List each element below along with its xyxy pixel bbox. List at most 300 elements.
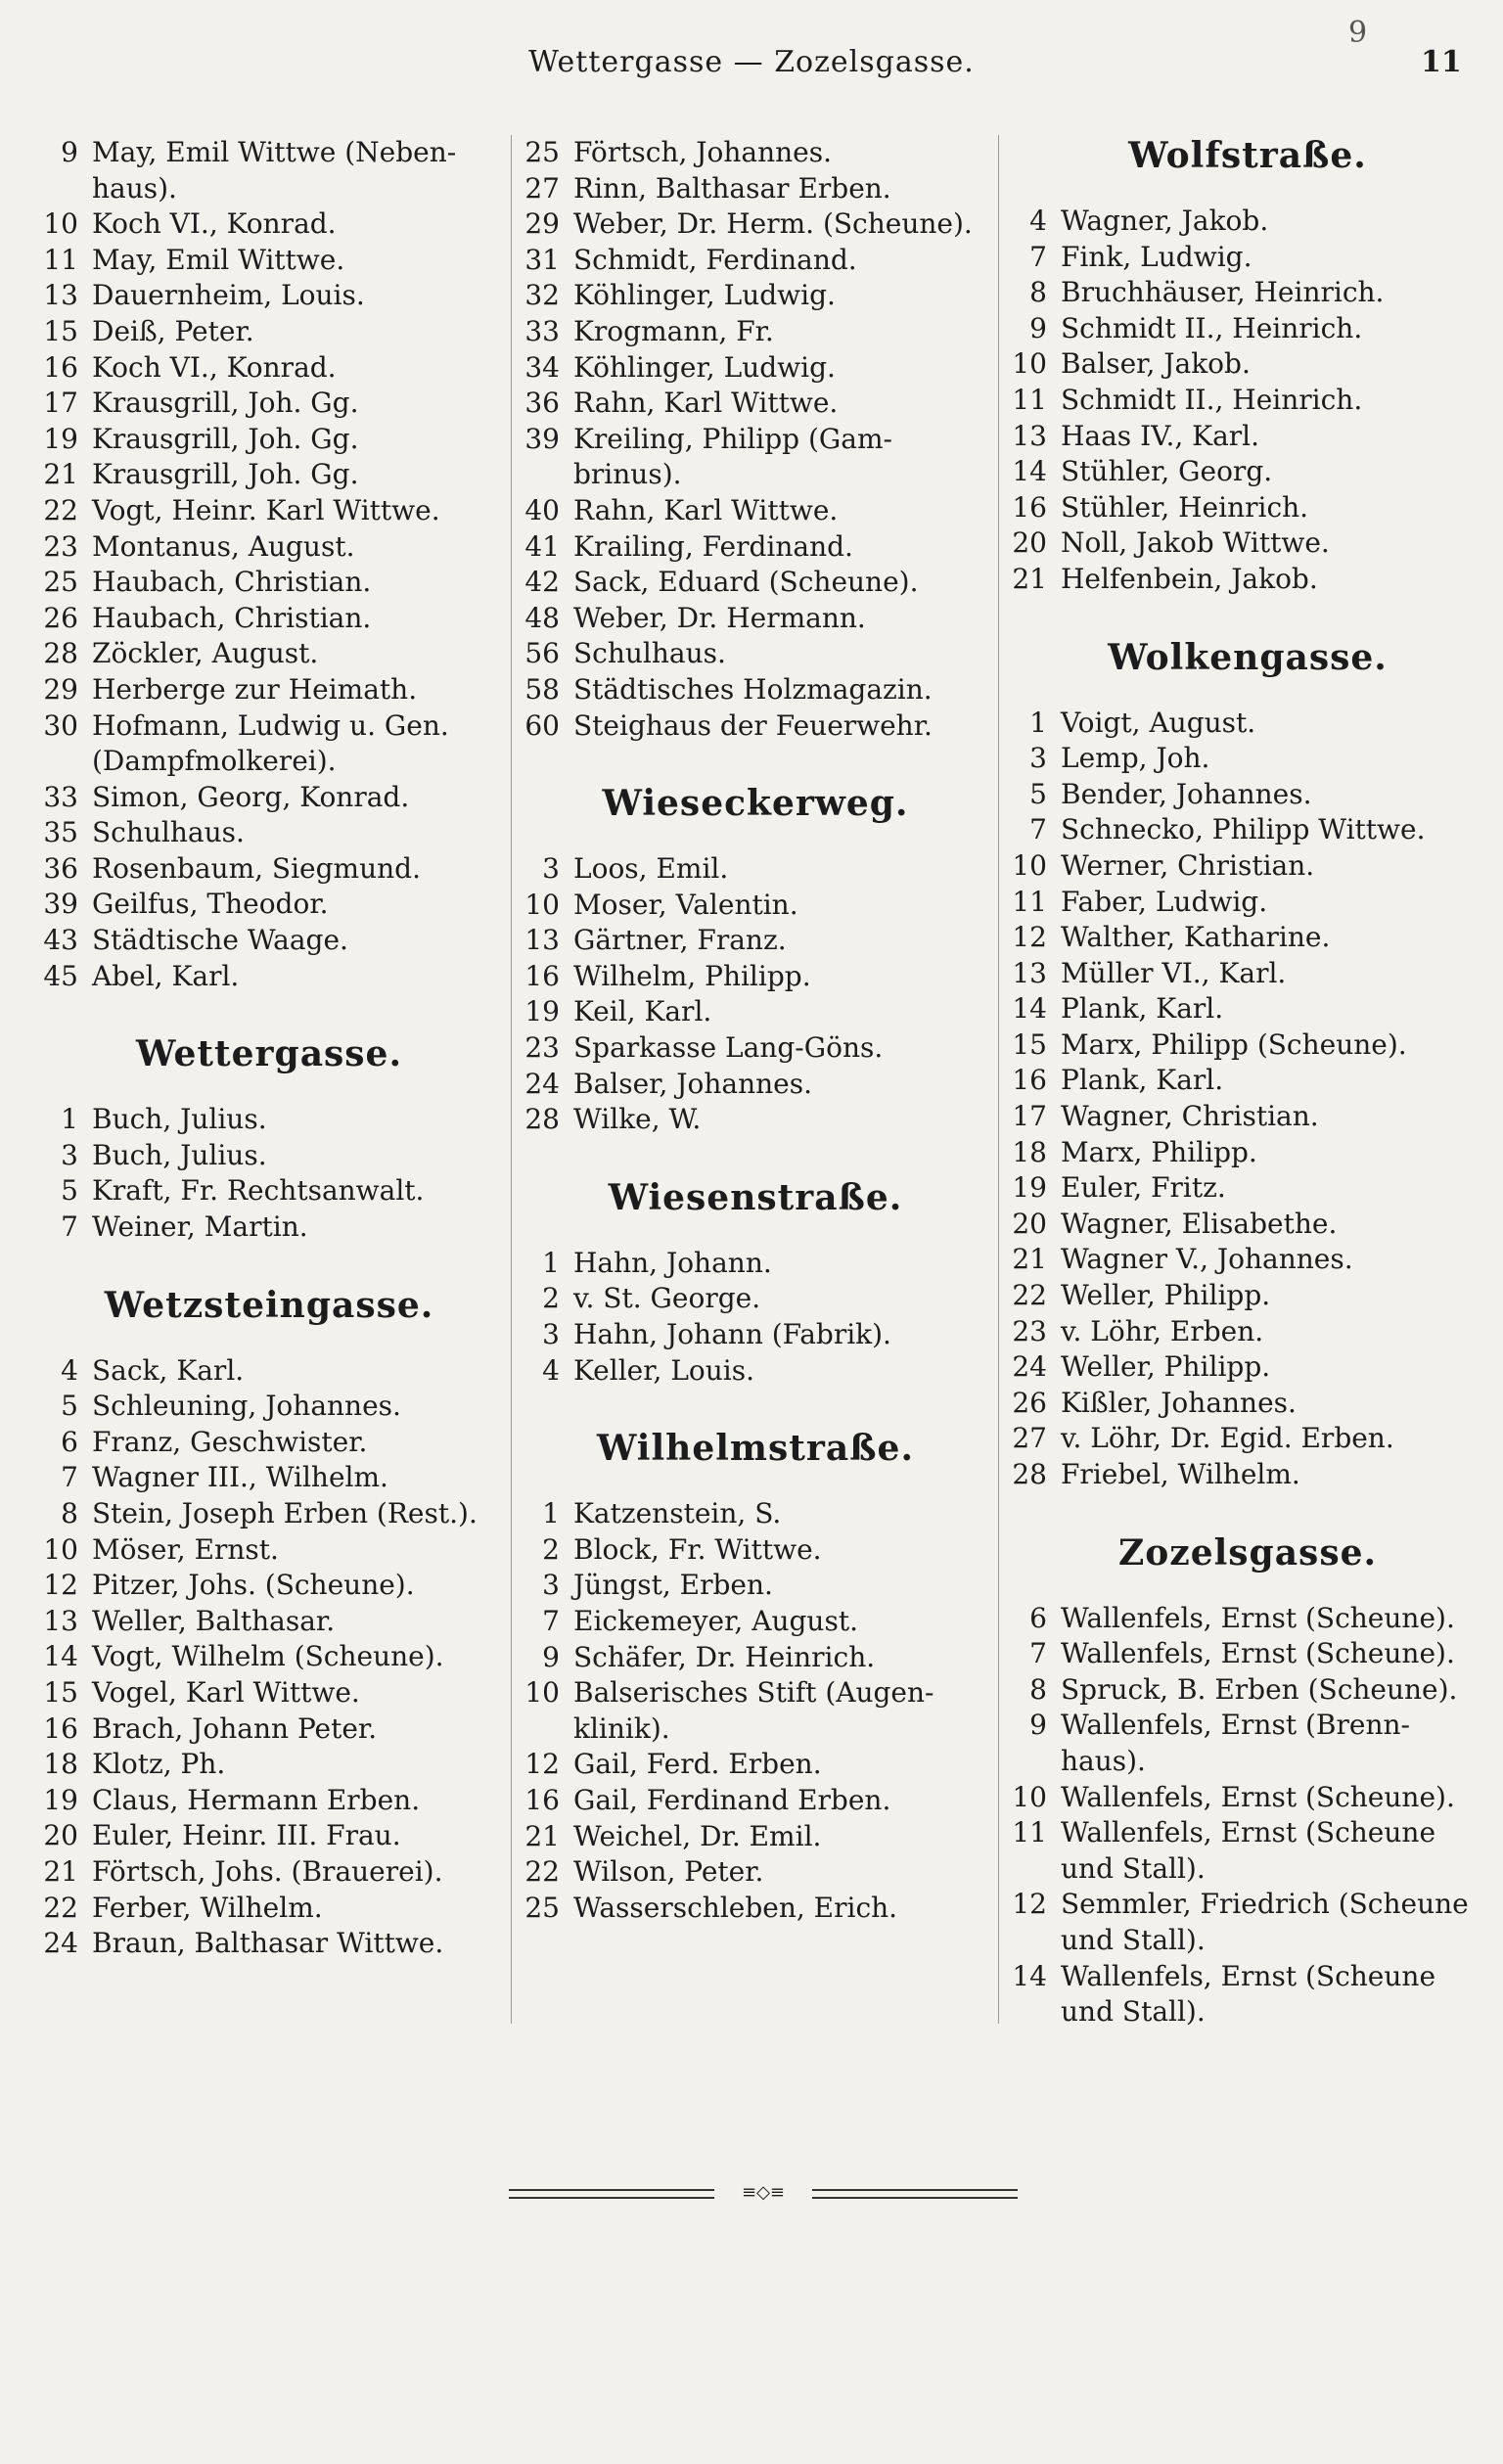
directory-entry (1008, 1135, 1487, 1171)
directory-entry (1008, 1242, 1487, 1278)
resident-name: Wallenfels, Ernst (Scheune und Stall). (1061, 1959, 1436, 2029)
directory-entry (521, 923, 990, 959)
directory-entry (1008, 1636, 1487, 1672)
street-section (1008, 1532, 1487, 2031)
resident-name: Vogel, Karl Wittwe. (92, 1675, 360, 1709)
resident-name: v. St. George. (573, 1282, 761, 1315)
resident-name: Block, Fr. Wittwe. (573, 1532, 822, 1566)
resident-name: Voigt, August. (1061, 706, 1256, 739)
resident-name: Werner, Christian. (1061, 848, 1315, 882)
resident-name: Semmler, Friedrich (Scheune und Stall). (1061, 1888, 1469, 1956)
directory-entry (521, 1891, 990, 1927)
house-number: 3 (542, 1569, 560, 1602)
house-number: 12 (43, 1569, 78, 1602)
house-number: 21 (524, 1819, 560, 1852)
house-number: 8 (1029, 1672, 1047, 1706)
house-number: 26 (1012, 1386, 1047, 1419)
resident-name: Noll, Jakob Wittwe. (1061, 526, 1330, 560)
directory-entry (39, 314, 499, 350)
directory-entry (521, 422, 990, 493)
house-number: 3 (61, 1138, 78, 1171)
house-number: 20 (1012, 526, 1047, 560)
house-number: 43 (43, 924, 78, 957)
directory-entry (39, 1891, 499, 1927)
directory-entry (39, 529, 499, 566)
resident-name: Städtisches Holzmagazin. (573, 672, 933, 706)
street-section (521, 1177, 990, 1389)
street-section (521, 135, 990, 744)
resident-name: Schmidt II., Heinrich. (1061, 311, 1363, 344)
house-number: 58 (524, 672, 560, 706)
house-number: 36 (43, 851, 78, 885)
directory-entry (521, 1246, 990, 1282)
house-number: 9 (1029, 1709, 1047, 1742)
resident-name: Schmidt, Ferdinand. (573, 243, 857, 276)
house-number: 36 (524, 387, 560, 420)
street-heading: Wolfstraße. (1128, 135, 1367, 176)
resident-name: Herberge zur Heimath. (92, 672, 418, 706)
resident-name: Wallenfels, Ernst (Scheune). (1061, 1637, 1455, 1670)
directory-entry (1008, 240, 1487, 276)
directory-entry (1008, 1207, 1487, 1243)
house-number: 20 (1012, 1207, 1047, 1240)
directory-entry (521, 851, 990, 888)
resident-name: Spruck, B. Erben (Scheune). (1061, 1672, 1458, 1706)
house-number: 39 (43, 888, 78, 921)
street-heading: Wolkengasse. (1108, 636, 1388, 678)
directory-entry (1008, 1959, 1487, 2031)
resident-name: Jüngst, Erben. (573, 1569, 773, 1602)
resident-name: Eickemeyer, August. (573, 1605, 858, 1637)
directory-entry (1008, 1601, 1487, 1637)
house-number: 28 (524, 1103, 560, 1136)
resident-name: Wilke, W. (573, 1103, 702, 1136)
column-divider (998, 135, 999, 2024)
house-number: 22 (1012, 1279, 1047, 1312)
directory-entry (521, 314, 990, 350)
directory-entry (39, 780, 499, 816)
house-number: 12 (524, 1748, 560, 1781)
street-section (1008, 637, 1487, 1493)
directory-entry (39, 708, 499, 780)
resident-name: Friebel, Wilhelm. (1061, 1458, 1300, 1490)
resident-name: Vogt, Heinr. Karl Wittwe. (92, 493, 440, 526)
directory-entry (39, 135, 499, 206)
directory-entry (521, 672, 990, 708)
house-number: 16 (1012, 490, 1047, 524)
house-number: 9 (1029, 311, 1047, 344)
resident-name: Abel, Karl. (92, 959, 240, 992)
directory-entry (1008, 562, 1487, 598)
directory-entry (39, 457, 499, 493)
house-number: 11 (1012, 1816, 1047, 1849)
directory-entry (521, 888, 990, 924)
house-number: 29 (524, 207, 560, 241)
directory-entry (521, 1496, 990, 1532)
resident-name: Rinn, Balthasar Erben. (573, 171, 891, 205)
street-heading: Wettergasse. (136, 1033, 402, 1075)
directory-entry (1008, 1349, 1487, 1386)
resident-name: May, Emil Wittwe (Neben-haus). (92, 136, 457, 205)
house-number: 3 (542, 1318, 560, 1351)
resident-name: Förtsch, Johannes. (573, 136, 832, 168)
house-number: 9 (542, 1640, 560, 1673)
directory-entry (39, 1138, 499, 1174)
resident-name: Rosenbaum, Siegmund. (92, 851, 421, 885)
directory-entry (521, 994, 990, 1030)
resident-name: Helfenbein, Jakob. (1061, 562, 1318, 595)
house-number: 32 (524, 279, 560, 312)
directory-entry (39, 923, 499, 959)
house-number: 2 (542, 1532, 560, 1566)
directory-entry (1008, 383, 1487, 419)
resident-name: v. Löhr, Erben. (1061, 1314, 1264, 1347)
resident-name: Schulhaus. (92, 816, 245, 849)
resident-name: Wilson, Peter. (573, 1855, 764, 1889)
house-number: 25 (43, 566, 78, 599)
house-number: 10 (43, 1532, 78, 1566)
house-number: 40 (524, 493, 560, 526)
directory-entry (39, 1926, 499, 1962)
resident-name: Haubach, Christian. (92, 566, 372, 599)
house-number: 5 (1029, 777, 1047, 810)
directory-entry (39, 672, 499, 708)
directory-entry (521, 529, 990, 566)
resident-name: Keil, Karl. (573, 995, 712, 1028)
directory-entry (39, 1425, 499, 1461)
street-section (39, 135, 499, 994)
resident-name: Gail, Ferd. Erben. (573, 1748, 822, 1781)
column-2 (521, 135, 990, 1926)
house-number: 28 (43, 637, 78, 670)
resident-name: Wallenfels, Ernst (Scheune). (1061, 1601, 1455, 1634)
directory-entry (39, 1675, 499, 1711)
resident-name: Braun, Balthasar Wittwe. (92, 1927, 444, 1960)
house-number: 3 (542, 852, 560, 886)
directory-entry (39, 1353, 499, 1390)
resident-name: Hahn, Johann. (573, 1246, 772, 1279)
resident-name: May, Emil Wittwe. (92, 243, 345, 276)
house-number: 1 (542, 1246, 560, 1279)
resident-name: Balser, Jakob. (1061, 347, 1251, 381)
street-section (521, 783, 990, 1138)
resident-name: Rahn, Karl Wittwe. (573, 493, 839, 526)
house-number: 11 (1012, 885, 1047, 918)
house-number: 45 (43, 959, 78, 992)
resident-name: Balserisches Stift (Augen-klinik). (573, 1676, 934, 1745)
house-number: 13 (524, 924, 560, 957)
directory-entry (521, 350, 990, 387)
house-number: 60 (524, 708, 560, 742)
column-3 (1008, 135, 1487, 2031)
directory-entry (521, 636, 990, 672)
resident-name: Loos, Emil. (573, 852, 729, 886)
house-number: 12 (1012, 1888, 1047, 1921)
directory-entry (39, 1209, 499, 1246)
resident-name: Plank, Karl. (1061, 992, 1224, 1026)
running-title: Wettergasse — Zozelsgasse. (528, 45, 975, 79)
footer-ornament-rule (509, 2182, 1018, 2205)
resident-name: Krausgrill, Joh. Gg. (92, 387, 359, 420)
resident-name: Sparkasse Lang-Göns. (573, 1031, 884, 1065)
directory-entry (1008, 525, 1487, 562)
house-number: 15 (43, 314, 78, 347)
directory-entry (1008, 777, 1487, 813)
directory-entry (39, 1604, 499, 1640)
house-number: 33 (43, 780, 78, 813)
resident-name: Schäfer, Dr. Heinrich. (573, 1640, 876, 1673)
resident-name: Dauernheim, Louis. (92, 279, 365, 312)
house-number: 27 (1012, 1422, 1047, 1455)
resident-name: Weiner, Martin. (92, 1210, 308, 1244)
resident-name: v. Löhr, Dr. Egid. Erben. (1061, 1422, 1394, 1455)
house-number: 5 (61, 1174, 78, 1208)
street-heading: Wieseckerweg. (602, 783, 909, 825)
resident-name: Haubach, Christian. (92, 601, 372, 634)
resident-name: Stühler, Heinrich. (1061, 490, 1309, 524)
resident-name: Walther, Katharine. (1061, 921, 1331, 954)
house-number: 28 (1012, 1458, 1047, 1490)
resident-name: Claus, Hermann Erben. (92, 1783, 421, 1816)
directory-entry (1008, 706, 1487, 742)
house-number: 19 (43, 1783, 78, 1816)
house-number: 39 (524, 422, 560, 455)
resident-name: Weber, Dr. Hermann. (573, 601, 866, 634)
resident-name: Stein, Joseph Erben (Rest.). (92, 1497, 478, 1529)
directory-entry (521, 1067, 990, 1103)
street-section (39, 1285, 499, 1962)
house-number: 10 (524, 1676, 560, 1710)
directory-entry (521, 243, 990, 279)
resident-name: Weller, Balthasar. (92, 1604, 336, 1637)
directory-entry (39, 350, 499, 387)
resident-name: Wallenfels, Ernst (Brenn-haus). (1061, 1709, 1410, 1777)
resident-name: Schulhaus. (573, 637, 726, 670)
directory-entry (521, 1747, 990, 1783)
directory-entry (1008, 419, 1487, 455)
directory-entry (1008, 311, 1487, 347)
resident-name: Koch VI., Konrad. (92, 207, 337, 241)
resident-name: Pitzer, Johs. (Scheune). (92, 1569, 415, 1602)
house-number: 6 (61, 1425, 78, 1458)
resident-name: Wagner V., Johannes. (1061, 1243, 1353, 1276)
house-number: 14 (1012, 455, 1047, 488)
resident-name: Simon, Georg, Konrad. (92, 780, 410, 813)
directory-entry (521, 708, 990, 745)
resident-name: Kreiling, Philipp (Gam-brinus). (573, 422, 892, 491)
house-number: 23 (524, 1031, 560, 1065)
house-number: 16 (524, 959, 560, 992)
directory-entry (521, 565, 990, 601)
directory-entry (39, 206, 499, 243)
directory-entry (39, 1389, 499, 1425)
directory-entry (1008, 1887, 1487, 1958)
house-number: 1 (61, 1103, 78, 1136)
house-number: 21 (1012, 1243, 1047, 1276)
street-section (39, 1033, 499, 1245)
house-number: 25 (524, 1891, 560, 1924)
resident-name: Förtsch, Johs. (Brauerei). (92, 1854, 443, 1888)
house-number: 48 (524, 601, 560, 634)
house-number: 19 (524, 995, 560, 1028)
house-number: 25 (524, 136, 560, 168)
resident-name: Katzenstein, S. (573, 1497, 782, 1530)
house-number: 16 (1012, 1064, 1047, 1097)
resident-name: Schmidt II., Heinrich. (1061, 383, 1363, 416)
directory-entry (521, 1532, 990, 1569)
house-number: 6 (1029, 1601, 1047, 1634)
directory-entry (39, 1496, 499, 1532)
ornament-icon: ≡◇≡ (714, 2183, 812, 2203)
resident-name: Moser, Valentin. (573, 888, 798, 921)
resident-name: Weber, Dr. Herm. (Scheune). (573, 207, 973, 241)
directory-entry (521, 1568, 990, 1604)
house-number: 22 (43, 1891, 78, 1924)
resident-name: Montanus, August. (92, 529, 355, 563)
resident-name: Wallenfels, Ernst (Scheune und Stall). (1061, 1816, 1436, 1885)
directory-entry (1008, 1027, 1487, 1064)
column-divider (511, 135, 512, 2024)
directory-entry (39, 243, 499, 279)
directory-entry (39, 815, 499, 851)
directory-entry (1008, 812, 1487, 848)
resident-name: Faber, Ludwig. (1061, 885, 1268, 918)
directory-entry (1008, 275, 1487, 311)
house-number: 3 (1029, 742, 1047, 775)
directory-entry (1008, 346, 1487, 383)
resident-name: Schleuning, Johannes. (92, 1390, 401, 1423)
house-number: 23 (1012, 1314, 1047, 1347)
resident-name: Buch, Julius. (92, 1138, 267, 1171)
house-number: 29 (43, 672, 78, 706)
house-number: 24 (43, 1927, 78, 1960)
house-number: 30 (43, 708, 78, 742)
house-number: 27 (524, 171, 560, 205)
directory-entry (1008, 920, 1487, 956)
resident-name: Krailing, Ferdinand. (573, 529, 853, 563)
directory-entry (1008, 848, 1487, 885)
street-heading: Wilhelmstraße. (597, 1428, 914, 1470)
resident-name: Wasserschleben, Erich. (573, 1891, 898, 1924)
resident-name: Bender, Johannes. (1061, 777, 1312, 810)
house-number: 12 (1012, 921, 1047, 954)
directory-entry (1008, 1278, 1487, 1314)
resident-name: Keller, Louis. (573, 1353, 755, 1387)
directory-entry (39, 601, 499, 637)
resident-name: Koch VI., Konrad. (92, 350, 337, 384)
page-header (0, 16, 1503, 88)
house-number: 10 (1012, 1780, 1047, 1813)
directory-entry (1008, 1099, 1487, 1135)
resident-name: Wagner, Elisabethe. (1061, 1207, 1338, 1240)
directory-entry (39, 1532, 499, 1569)
directory-entry (1008, 454, 1487, 490)
house-number: 8 (61, 1497, 78, 1529)
house-number: 13 (43, 1604, 78, 1637)
directory-entry (521, 206, 990, 243)
house-number: 5 (61, 1390, 78, 1423)
house-number: 4 (1029, 205, 1047, 237)
directory-entry (39, 887, 499, 923)
street-heading: Zozelsgasse. (1117, 1531, 1378, 1574)
resident-name: Wagner, Jakob. (1061, 205, 1269, 237)
directory-entry (39, 1568, 499, 1604)
resident-name: Steighaus der Feuerwehr. (573, 708, 933, 742)
resident-name: Köhlinger, Ludwig. (573, 350, 836, 384)
house-number: 8 (1029, 276, 1047, 309)
directory-entry (1008, 1457, 1487, 1493)
house-number: 23 (43, 529, 78, 563)
house-number: 42 (524, 566, 560, 599)
resident-name: Klotz, Ph. (92, 1748, 226, 1781)
directory-entry (1008, 956, 1487, 992)
resident-name: Euler, Heinr. III. Frau. (92, 1819, 401, 1852)
resident-name: Hahn, Johann (Fabrik). (573, 1318, 891, 1351)
house-number: 14 (1012, 992, 1047, 1026)
directory-entry (39, 851, 499, 888)
directory-entry (1008, 1672, 1487, 1709)
resident-name: Köhlinger, Ludwig. (573, 279, 836, 312)
directory-entry (521, 278, 990, 314)
directory-entry (1008, 1815, 1487, 1887)
house-number: 22 (43, 493, 78, 526)
house-number: 15 (1012, 1027, 1047, 1061)
house-number: 41 (524, 529, 560, 563)
resident-name: Möser, Ernst. (92, 1532, 279, 1566)
house-number: 7 (1029, 1637, 1047, 1670)
directory-entry (521, 959, 990, 995)
directory-entry (39, 1173, 499, 1209)
resident-name: Marx, Philipp (Scheune). (1061, 1027, 1407, 1061)
house-number: 35 (43, 816, 78, 849)
directory-entry (39, 278, 499, 314)
directory-entry (521, 1675, 990, 1747)
house-number: 19 (1012, 1171, 1047, 1205)
resident-name: Wagner III., Wilhelm. (92, 1461, 388, 1494)
directory-entry (1008, 1063, 1487, 1099)
house-number: 7 (61, 1461, 78, 1494)
resident-name: Gail, Ferdinand Erben. (573, 1783, 891, 1816)
house-number: 31 (524, 243, 560, 276)
directory-entry (1008, 1780, 1487, 1816)
resident-name: Sack, Karl. (92, 1353, 245, 1387)
house-number: 13 (1012, 419, 1047, 452)
house-number: 7 (1029, 813, 1047, 846)
directory-entry (39, 386, 499, 422)
house-number: 18 (1012, 1135, 1047, 1168)
resident-name: Gärtner, Franz. (573, 924, 787, 957)
resident-name: Kraft, Fr. Rechtsanwalt. (92, 1174, 425, 1208)
house-number: 26 (43, 601, 78, 634)
directory-entry (39, 1711, 499, 1748)
resident-name: Wallenfels, Ernst (Scheune). (1061, 1780, 1455, 1813)
house-number: 14 (1012, 1959, 1047, 1992)
house-number: 15 (43, 1675, 78, 1709)
resident-name: Krausgrill, Joh. Gg. (92, 458, 359, 491)
directory-entry (521, 1353, 990, 1390)
directory-entry (1008, 1386, 1487, 1422)
directory-entry (1008, 885, 1487, 921)
house-number: 9 (61, 136, 78, 168)
directory-entry (521, 171, 990, 207)
directory-entry (521, 601, 990, 637)
directory-entry (39, 1639, 499, 1675)
house-number: 2 (542, 1282, 560, 1315)
house-number: 7 (1029, 240, 1047, 273)
house-number: 10 (1012, 848, 1047, 882)
directory-entry (521, 1281, 990, 1317)
house-number: 11 (43, 243, 78, 276)
